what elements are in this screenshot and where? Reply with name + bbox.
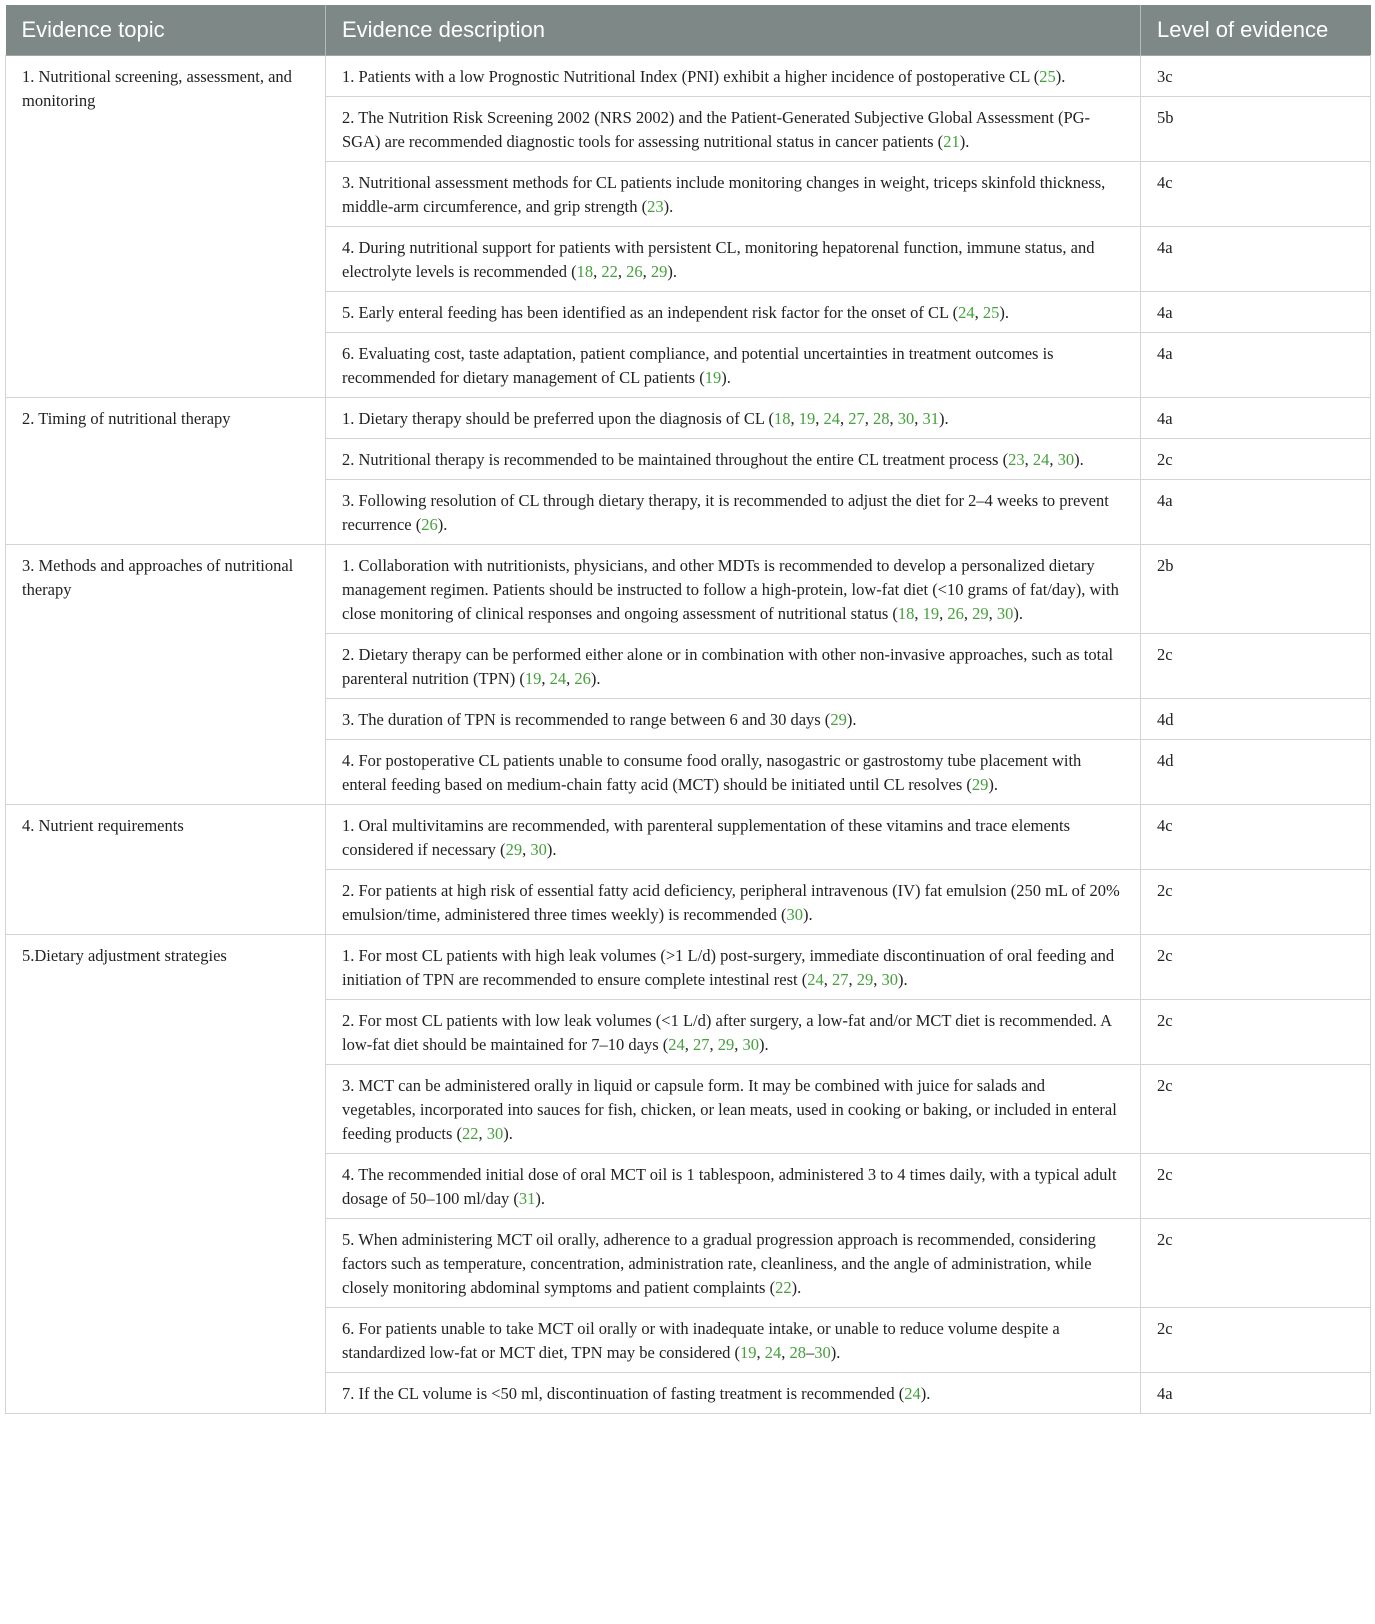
table-body <box>6 56 1371 1414</box>
citation-link[interactable]: 19 <box>704 368 722 387</box>
citation-link[interactable]: 29 <box>971 775 989 794</box>
citation-link[interactable]: 19 <box>524 669 542 688</box>
citation-link[interactable]: 25 <box>982 303 1000 322</box>
citation-link[interactable]: 18 <box>897 604 915 623</box>
citation-link[interactable]: 23 <box>1008 450 1025 469</box>
citation-link[interactable]: 28 <box>872 409 890 428</box>
citation-link[interactable]: 29 <box>972 604 989 623</box>
evidence-level-cell: 2c <box>1141 1154 1371 1219</box>
evidence-level-cell: 4c <box>1141 805 1371 870</box>
citation-link[interactable]: 22 <box>462 1124 479 1143</box>
evidence-level-cell: 2c <box>1141 1000 1371 1065</box>
evidence-level-cell: 4a <box>1141 227 1371 292</box>
evidence-table <box>5 5 1371 1414</box>
evidence-level-cell: 2c <box>1141 1219 1371 1308</box>
header-level-of-evidence: Level of evidence <box>1141 5 1371 56</box>
evidence-description-cell: 3. Following resolution of CL through dietary therapy, it is recommended to adjust the diet for 2–4 weeks to prevent recurrence (26). <box>326 480 1141 545</box>
citation-link[interactable]: 18 <box>576 262 594 281</box>
citation-link[interactable]: 30 <box>1057 450 1075 469</box>
evidence-level-cell: 5b <box>1141 97 1371 162</box>
citation-link[interactable]: 30 <box>897 409 915 428</box>
evidence-topic-cell: 4. Nutrient requirements <box>6 805 326 935</box>
citation-link[interactable]: 25 <box>1039 67 1056 86</box>
citation-link[interactable]: 31 <box>518 1189 536 1208</box>
evidence-description-cell: 4. For postoperative CL patients unable to consume food orally, nasogastric or gastrostomy tube placement with enteral feeding based on medium-chain fatty acid (MCT) should be initiated until CL resolves (29). <box>326 740 1141 805</box>
evidence-level-cell: 2b <box>1141 545 1371 634</box>
evidence-description-cell: 3. The duration of TPN is recommended to range between 6 and 30 days (29). <box>326 699 1141 740</box>
citation-link[interactable]: 27 <box>831 970 849 989</box>
evidence-description-cell: 4. The recommended initial dose of oral MCT oil is 1 tablespoon, administered 3 to 4 times daily, with a typical adult dosage of 50–100 ml/day (31). <box>326 1154 1141 1219</box>
evidence-level-cell: 4d <box>1141 740 1371 805</box>
evidence-topic-cell: 1. Nutritional screening, assessment, and monitoring <box>6 56 326 398</box>
citation-link[interactable]: 26 <box>947 604 964 623</box>
citation-link[interactable]: 24 <box>549 669 567 688</box>
citation-link[interactable]: 26 <box>626 262 643 281</box>
evidence-description-cell: 3. MCT can be administered orally in liquid or capsule form. It may be combined with juice for salads and vegetables, incorporated into sauces for fish, chicken, or lean meats, used in cooking or baking, or included in enteral feeding products (22, 30). <box>326 1065 1141 1154</box>
table-header <box>6 5 1371 56</box>
evidence-level-cell: 2c <box>1141 935 1371 1000</box>
citation-link[interactable]: 30 <box>486 1124 504 1143</box>
citation-link[interactable]: 29 <box>830 710 847 729</box>
table-row <box>6 398 1371 439</box>
citation-link[interactable]: 30 <box>881 970 898 989</box>
citation-link[interactable]: 26 <box>421 515 438 534</box>
citation-link[interactable]: 19 <box>922 604 940 623</box>
citation-link[interactable]: 19 <box>740 1343 757 1362</box>
citation-link[interactable]: 30 <box>530 840 547 859</box>
evidence-description-cell: 2. For most CL patients with low leak volumes (<1 L/d) after surgery, a low-fat and/or MCT diet is recommended. A low-fat diet should be maintained for 7–10 days (24, 27, 29, 30). <box>326 1000 1141 1065</box>
evidence-level-cell: 3c <box>1141 56 1371 97</box>
citation-link[interactable]: 30 <box>996 604 1014 623</box>
citation-link[interactable]: 29 <box>650 262 668 281</box>
header-evidence-description: Evidence description <box>326 5 1141 56</box>
citation-link[interactable]: 27 <box>693 1035 710 1054</box>
citation-link[interactable]: 22 <box>601 262 618 281</box>
citation-link[interactable]: 23 <box>647 197 664 216</box>
evidence-description-cell: 2. Nutritional therapy is recommended to be maintained throughout the entire CL treatment process (23, 24, 30). <box>326 439 1141 480</box>
citation-link[interactable]: 30 <box>814 1343 831 1362</box>
evidence-description-cell: 1. Collaboration with nutritionists, physicians, and other MDTs is recommended to develop a personalized dietary management regimen. Patients should be instructed to follow a high-protein, low-fat diet (<10 grams of fat/day), with close monitoring of clinical responses and ongoing assessment of nutritional status (18, 19, 26, 29, 30). <box>326 545 1141 634</box>
citation-link[interactable]: 29 <box>856 970 874 989</box>
table-row <box>6 545 1371 634</box>
citation-link[interactable]: 24 <box>668 1035 685 1054</box>
citation-link[interactable]: 21 <box>943 132 960 151</box>
citation-link[interactable]: 27 <box>848 409 865 428</box>
citation-link[interactable]: 30 <box>786 905 803 924</box>
evidence-description-cell: 5. When administering MCT oil orally, adherence to a gradual progression approach is recommended, considering factors such as temperature, concentration, administration rate, cleanliness, and the angle of administration, while closely monitoring abdominal symptoms and patient complaints (22). <box>326 1219 1141 1308</box>
evidence-topic-cell: 2. Timing of nutritional therapy <box>6 398 326 545</box>
citation-link[interactable]: 29 <box>717 1035 735 1054</box>
evidence-level-cell: 2c <box>1141 1308 1371 1373</box>
evidence-level-cell: 4a <box>1141 398 1371 439</box>
citation-link[interactable]: 31 <box>922 409 939 428</box>
citation-link[interactable]: 30 <box>742 1035 760 1054</box>
evidence-level-cell: 2c <box>1141 634 1371 699</box>
citation-link[interactable]: 19 <box>798 409 816 428</box>
table-row <box>6 935 1371 1000</box>
table-row <box>6 805 1371 870</box>
evidence-level-cell: 4d <box>1141 699 1371 740</box>
evidence-level-cell: 4c <box>1141 162 1371 227</box>
citation-link[interactable]: 18 <box>773 409 791 428</box>
evidence-level-cell: 2c <box>1141 870 1371 935</box>
citation-link[interactable]: 28 <box>789 1343 807 1362</box>
citation-link[interactable]: 29 <box>505 840 523 859</box>
citation-link[interactable]: 24 <box>904 1384 921 1403</box>
evidence-topic-cell: 3. Methods and approaches of nutritional therapy <box>6 545 326 805</box>
evidence-description-cell: 6. Evaluating cost, taste adaptation, patient compliance, and potential uncertainties in treatment outcomes is recommended for dietary management of CL patients (19). <box>326 333 1141 398</box>
evidence-level-cell: 4a <box>1141 1373 1371 1414</box>
evidence-description-cell: 2. For patients at high risk of essential fatty acid deficiency, peripheral intravenous (IV) fat emulsion (250 mL of 20% emulsion/time, administered three times weekly) is recommended (30). <box>326 870 1141 935</box>
evidence-description-cell: 2. The Nutrition Risk Screening 2002 (NRS 2002) and the Patient-Generated Subjective Global Assessment (PG-SGA) are recommended diagnostic tools for assessing nutritional status in cancer patients (21). <box>326 97 1141 162</box>
header-evidence-topic: Evidence topic <box>6 5 326 56</box>
evidence-description-cell: 1. Oral multivitamins are recommended, with parenteral supplementation of these vitamins and trace elements considered if necessary (29, 30). <box>326 805 1141 870</box>
evidence-topic-cell: 5.Dietary adjustment strategies <box>6 935 326 1414</box>
evidence-description-cell: 7. If the CL volume is <50 ml, discontinuation of fasting treatment is recommended (24). <box>326 1373 1141 1414</box>
evidence-description-cell: 6. For patients unable to take MCT oil orally or with inadequate intake, or unable to reduce volume despite a standardized low-fat or MCT diet, TPN may be considered (19, 24, 28–30). <box>326 1308 1141 1373</box>
citation-link[interactable]: 24 <box>958 303 975 322</box>
evidence-level-cell: 4a <box>1141 292 1371 333</box>
citation-link[interactable]: 24 <box>823 409 840 428</box>
evidence-description-cell: 1. For most CL patients with high leak volumes (>1 L/d) post-surgery, immediate discontinuation of oral feeding and initiation of TPN are recommended to ensure complete intestinal rest (24, 27, 29, 30). <box>326 935 1141 1000</box>
table-row <box>6 56 1371 97</box>
citation-link[interactable]: 22 <box>775 1278 792 1297</box>
evidence-description-cell: 1. Dietary therapy should be preferred upon the diagnosis of CL (18, 19, 24, 27, 28, 30, 31). <box>326 398 1141 439</box>
evidence-level-cell: 2c <box>1141 1065 1371 1154</box>
citation-link[interactable]: 24 <box>1032 450 1050 469</box>
citation-link[interactable]: 24 <box>807 970 824 989</box>
citation-link[interactable]: 26 <box>574 669 591 688</box>
evidence-level-cell: 2c <box>1141 439 1371 480</box>
header-row <box>6 5 1371 56</box>
citation-link[interactable]: 24 <box>764 1343 782 1362</box>
evidence-description-cell: 5. Early enteral feeding has been identified as an independent risk factor for the onset of CL (24, 25). <box>326 292 1141 333</box>
evidence-description-cell: 4. During nutritional support for patients with persistent CL, monitoring hepatorenal function, immune status, and electrolyte levels is recommended (18, 22, 26, 29). <box>326 227 1141 292</box>
evidence-description-cell: 2. Dietary therapy can be performed either alone or in combination with other non-invasive approaches, such as total parenteral nutrition (TPN) (19, 24, 26). <box>326 634 1141 699</box>
evidence-level-cell: 4a <box>1141 480 1371 545</box>
evidence-description-cell: 1. Patients with a low Prognostic Nutritional Index (PNI) exhibit a higher incidence of postoperative CL (25). <box>326 56 1141 97</box>
evidence-description-cell: 3. Nutritional assessment methods for CL patients include monitoring changes in weight, triceps skinfold thickness, middle-arm circumference, and grip strength (23). <box>326 162 1141 227</box>
evidence-level-cell: 4a <box>1141 333 1371 398</box>
